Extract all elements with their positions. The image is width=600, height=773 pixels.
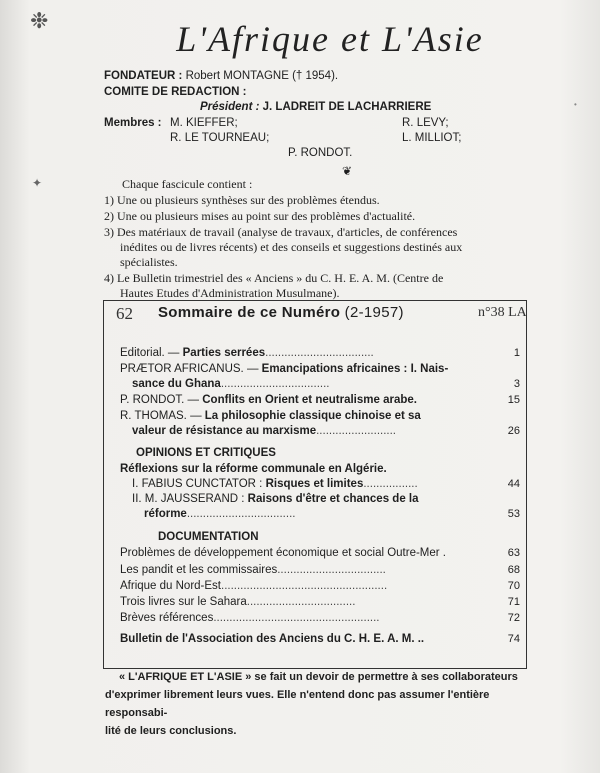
fascicule-item-4b: Hautes Etudes d'Administration Musulmane). <box>120 286 340 300</box>
fleuron-icon: ❦ <box>342 164 353 178</box>
member-1: M. KIEFFER; <box>170 117 238 129</box>
toc-entry-breves: Brèves références.................................................... <box>120 612 380 624</box>
toc-subhead-reflexions: Réflexions sur la réforme communale en Algérie. <box>120 463 387 475</box>
committee-president: Président : J. LADREIT DE LACHARRIERE <box>200 101 432 113</box>
toc-page: 3 <box>513 378 520 390</box>
toc-entry-thomas-2: valeur de résistance au marxisme......................... <box>132 425 396 437</box>
toc-page: 26 <box>507 425 520 437</box>
fascicule-item-3c: spécialistes. <box>120 255 178 269</box>
fascicule-item-2: 2) Une ou plusieurs mises au point sur des problèmes d'actualité. <box>104 209 416 223</box>
toc-entry-thomas-1: R. THOMAS. — La philosophie classique chinoise et sa <box>120 410 421 422</box>
handwritten-note: n°38 LA <box>478 305 527 320</box>
toc-entry-jausserand-1: II. M. JAUSSERAND : Raisons d'être et chances de la <box>132 493 419 505</box>
toc-page: 15 <box>507 394 520 406</box>
toc-entry-sahara: Trois livres sur le Sahara.................................. <box>120 596 356 608</box>
section-documentation: DOCUMENTATION <box>158 531 259 543</box>
toc-entry-africanus-2: sance du Ghana.................................. <box>132 378 330 390</box>
fascicule-item-3a: 3) Des matériaux de travail (analyse de travaux, d'articles, de conférences <box>104 225 458 239</box>
toc-entry-cunctator: I. FABIUS CUNCTATOR : Risques et limites................. <box>132 478 418 490</box>
toc-page: 63 <box>507 547 520 559</box>
toc-entry-africanus-1: PRÆTOR AFRICANUS. — Emancipations africaines : I. Nais- <box>120 363 449 375</box>
toc-page: 1 <box>513 347 520 359</box>
fascicule-item-4a: 4) Le Bulletin trimestriel des « Anciens » du C. H. E. A. M. (Centre de <box>104 271 444 285</box>
member-2: R. LEVY; <box>402 117 449 129</box>
toc-page: 53 <box>507 508 520 520</box>
members-label: Membres : <box>104 117 162 129</box>
corner-mark-icon: ❉ <box>30 8 49 33</box>
toc-entry-bulletin: Bulletin de l'Association des Anciens du C. H. E. A. M. .. <box>120 633 425 645</box>
toc-entry-pandit: Les pandit et les commissaires.................................. <box>120 564 386 576</box>
margin-mark-icon: ✦ <box>32 176 43 190</box>
handwritten-number: 62 <box>116 304 133 323</box>
toc-entry-afrique-ne: Afrique du Nord-Est.................................................... <box>120 580 388 592</box>
member-5: P. RONDOT. <box>288 147 353 159</box>
toc-entry-jausserand-2: réforme.................................. <box>144 508 296 520</box>
margin-speck-icon: • <box>574 100 577 109</box>
toc-page: 44 <box>507 478 520 490</box>
fascicule-intro: Chaque fascicule contient : <box>122 177 253 191</box>
founder-line: FONDATEUR : Robert MONTAGNE († 1954). <box>104 70 339 82</box>
fascicule-item-1: 1) Une ou plusieurs synthèses sur des problèmes étendus. <box>104 193 380 207</box>
toc-page: 71 <box>507 596 520 608</box>
toc-entry-rondot: P. RONDOT. — Conflits en Orient et neutralisme arabe. <box>120 394 417 406</box>
section-opinions: OPINIONS ET CRITIQUES <box>136 447 276 459</box>
committee-heading: COMITE DE REDACTION : <box>104 86 247 98</box>
journal-masthead: L'Afrique et L'Asie <box>176 19 484 59</box>
member-4: L. MILLIOT; <box>402 132 462 144</box>
toc-entry-problemes: Problèmes de développement économique et social Outre-Mer . <box>120 547 447 559</box>
toc-page: 68 <box>507 564 520 576</box>
toc-page: 72 <box>507 612 520 624</box>
toc-page: 70 <box>507 580 520 592</box>
fascicule-item-3b: inédites ou de livres récents) et des conseils et suggestions destinés aux <box>120 240 463 254</box>
toc-entry-editorial: Editorial. — Parties serrées.................................. <box>120 347 374 359</box>
disclaimer: « L'AFRIQUE ET L'ASIE » se fait un devoir de permettre à ses collaborateurs d'exprimer librement leurs vues. Elle n'entend donc pas assumer l'entière responsabi- lité de leurs conclusions. <box>105 671 518 737</box>
member-3: R. LE TOURNEAU; <box>170 132 270 144</box>
toc-page: 74 <box>507 633 520 645</box>
contents-title: Sommaire de ce Numéro (2-1957) <box>158 304 404 321</box>
